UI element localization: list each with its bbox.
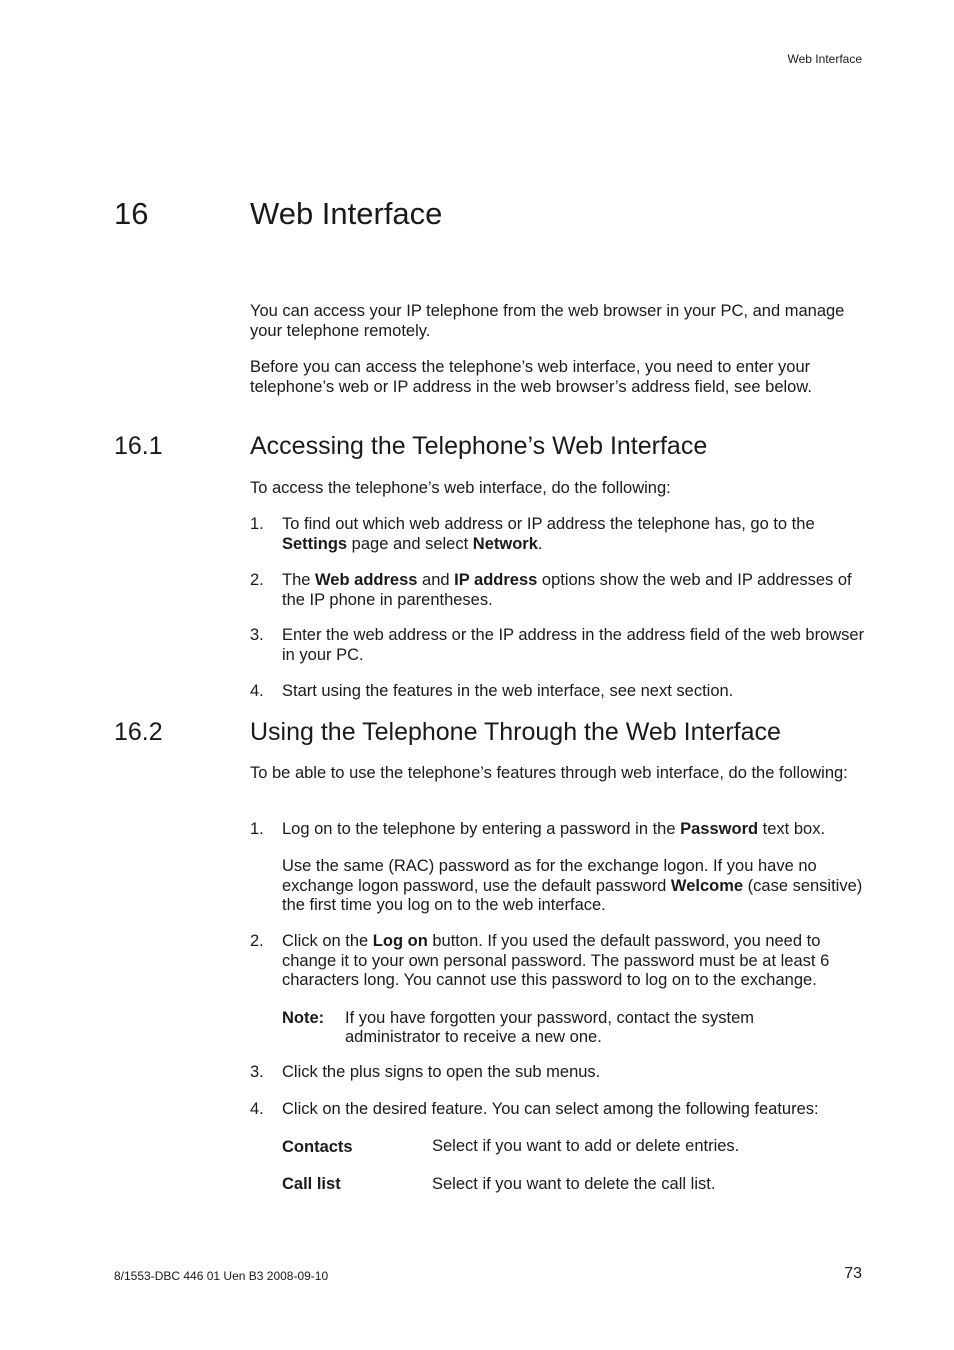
section1-lead: To access the telephone’s web interface, do the following:: [250, 479, 671, 497]
step-number: 1.: [250, 515, 264, 533]
section2-title: Using the Telephone Through the Web Interface: [250, 718, 781, 746]
section1-step-1: To find out which web address or IP address the telephone has, go to the Settings page and select Network.: [282, 515, 815, 553]
step-number: 2.: [250, 932, 264, 950]
section2-number: 16.2: [114, 718, 163, 746]
section2-lead: To be able to use the telephone’s features through web interface, do the following:: [250, 764, 848, 782]
chapter-title: Web Interface: [250, 196, 443, 231]
feature-desc-call-list: Select if you want to delete the call list.: [432, 1175, 716, 1193]
chapter-number: 16: [114, 196, 149, 231]
intro-paragraph-2: Before you can access the telephone’s web interface, you need to enter your telephone’s web or IP address in the web browser’s address field, see below.: [250, 358, 812, 396]
note-text-line-1: If you have forgotten your password, contact the system: [345, 1009, 755, 1027]
step-number: 4.: [250, 1100, 264, 1118]
page-number: 73: [844, 1265, 862, 1282]
section2-step-4: Click on the desired feature. You can select among the following features:: [282, 1100, 819, 1118]
feature-desc-contacts: Select if you want to add or delete entries.: [432, 1137, 740, 1155]
section2-step-1-detail: Use the same (RAC) password as for the exchange logon. If you have no exchange logon password, use the default password Welcome (case sensitive) the first time you log on to the web interface.: [282, 857, 863, 914]
section1-step-4: Start using the features in the web interface, see next section.: [282, 682, 734, 700]
note-label: Note:: [282, 1009, 325, 1027]
feature-term-call-list: Call list: [282, 1175, 341, 1193]
section1-number: 16.1: [114, 432, 163, 460]
section1-title: Accessing the Telephone’s Web Interface: [250, 432, 708, 460]
step-number: 1.: [250, 820, 264, 838]
step-number: 3.: [250, 626, 264, 644]
section1-step-3: Enter the web address or the IP address in the address field of the web browser in your PC.: [282, 626, 865, 664]
feature-term-contacts: Contacts: [282, 1138, 353, 1156]
section1-step-2: The Web address and IP address options show the web and IP addresses of the IP phone in parentheses.: [282, 571, 852, 609]
intro-paragraph-1: You can access your IP telephone from the web browser in your PC, and manage your telephone remotely.: [250, 302, 845, 340]
section2-step-3: Click the plus signs to open the sub menus.: [282, 1063, 601, 1081]
step-number: 4.: [250, 682, 264, 700]
section2-step-2: Click on the Log on button. If you used the default password, you need to change it to your own personal password. The password must be at least 6 characters long. You cannot use this password to log on to the exchange.: [282, 932, 830, 989]
running-header: Web Interface: [787, 52, 862, 66]
step-number: 3.: [250, 1063, 264, 1081]
step-number: 2.: [250, 571, 264, 589]
note-text-line-2: administrator to receive a new one.: [345, 1028, 602, 1046]
section2-step-1: Log on to the telephone by entering a password in the Password text box.: [282, 820, 826, 838]
footer-doc-id: 8/1553-DBC 446 01 Uen B3 2008-09-10: [114, 1269, 329, 1283]
